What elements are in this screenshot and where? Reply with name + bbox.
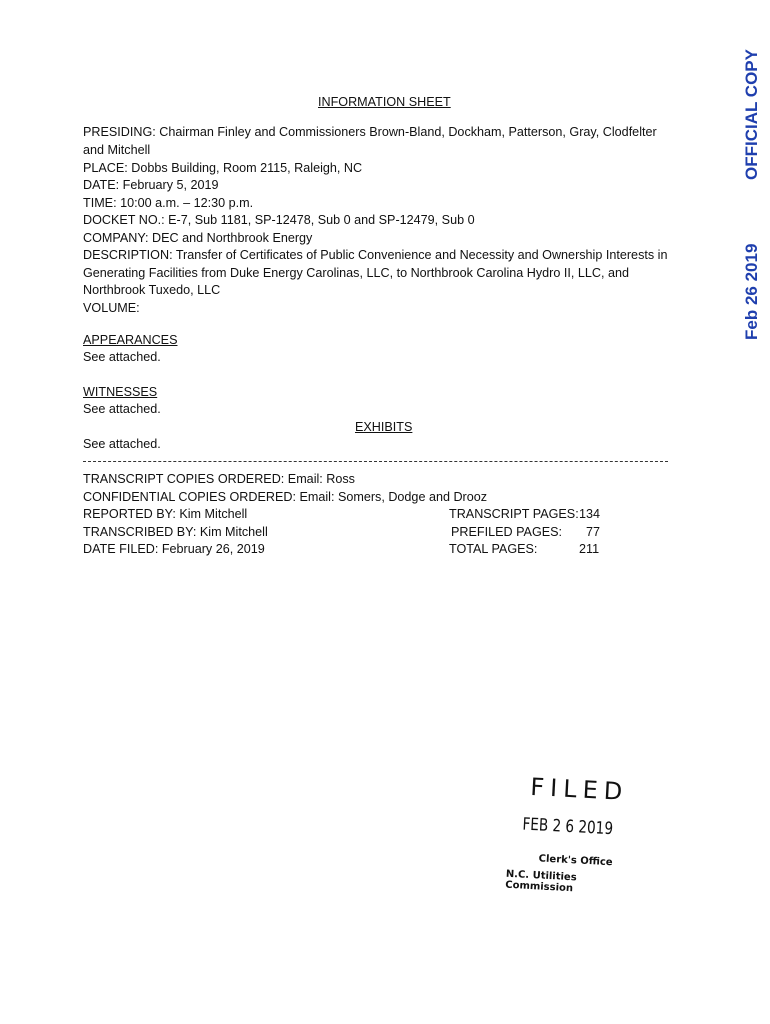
- time: TIME: 10:00 a.m. – 12:30 p.m.: [83, 196, 254, 210]
- side-date-stamp: Feb 26 2019: [742, 243, 761, 340]
- description-line-1: DESCRIPTION: Transfer of Certificates of Public Convenience and Necessity and Ownership Interests in: [83, 248, 668, 262]
- date-filed: DATE FILED: February 26, 2019: [83, 542, 265, 556]
- filed-text: FILED: [529, 772, 629, 806]
- page-title: INFORMATION SHEET: [318, 95, 451, 109]
- docket: DOCKET NO.: E-7, Sub 1181, SP-12478, Sub 0 and SP-12479, Sub 0: [83, 213, 475, 227]
- total-pages-label: TOTAL PAGES:: [449, 542, 538, 556]
- reported-by: REPORTED BY: Kim Mitchell: [83, 507, 248, 521]
- witnesses-text: See attached.: [83, 402, 161, 416]
- total-pages-value: 211: [579, 542, 600, 556]
- confidential-copies: CONFIDENTIAL COPIES ORDERED: Email: Somers, Dodge and Drooz: [83, 490, 488, 504]
- description-line-2: Generating Facilities from Duke Energy Carolinas, LLC, to Northbrook Carolina Hydro II, LLC, and: [83, 266, 629, 280]
- transcript-pages-value: 134: [579, 507, 601, 521]
- place: PLACE: Dobbs Building, Room 2115, Raleigh, NC: [83, 161, 363, 175]
- volume: VOLUME:: [83, 301, 140, 315]
- appearances-heading: APPEARANCES: [83, 333, 178, 347]
- presiding-line-1: PRESIDING: Chairman Finley and Commissioners Brown-Bland, Dockham, Patterson, Gray, Clodfelter: [83, 125, 657, 139]
- description-line-3: Northbrook Tuxedo, LLC: [83, 283, 221, 297]
- exhibits-text: See attached.: [83, 437, 161, 451]
- filed-date: FEB 2 6 2019: [521, 814, 614, 840]
- commission: N.C. Utilities Commission: [504, 868, 577, 895]
- witnesses-heading: WITNESSES: [83, 385, 158, 399]
- prefiled-pages-label: PREFILED PAGES:: [451, 525, 563, 539]
- official-copy-stamp: OFFICIAL COPY: [742, 49, 761, 180]
- company: COMPANY: DEC and Northbrook Energy: [83, 231, 313, 245]
- date: DATE: February 5, 2019: [83, 178, 219, 192]
- appearances-text: See attached.: [83, 350, 161, 364]
- exhibits-heading: EXHIBITS: [355, 420, 413, 434]
- filed-stamp: [497, 771, 643, 897]
- clerks-office: Clerk's Office: [538, 853, 613, 869]
- transcript-pages-label: TRANSCRIPT PAGES:: [449, 507, 579, 521]
- presiding-line-2: and Mitchell: [83, 143, 151, 157]
- transcribed-by: TRANSCRIBED BY: Kim Mitchell: [83, 525, 268, 539]
- divider: [83, 461, 668, 462]
- prefiled-pages-value: 77: [586, 525, 601, 539]
- transcript-copies: TRANSCRIPT COPIES ORDERED: Email: Ross: [83, 472, 355, 486]
